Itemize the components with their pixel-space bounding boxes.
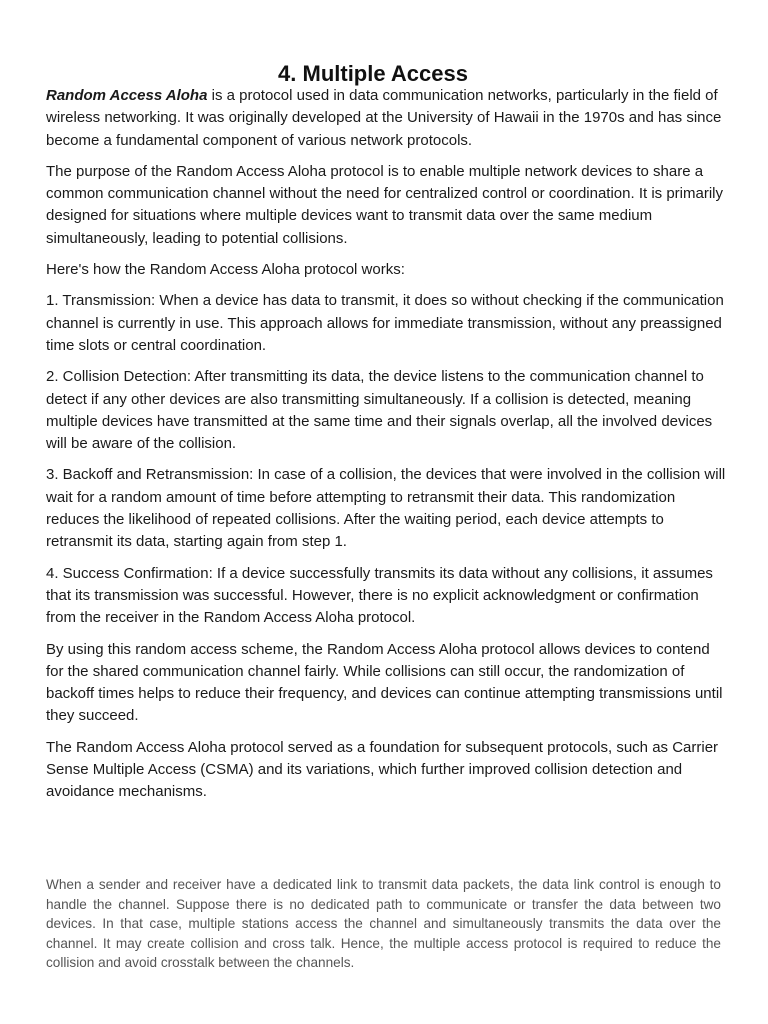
step-success-confirmation: 4. Success Confirmation: If a device successfully transmits its data without any collisions, it assumes that its transmission was successful. However, there is no explicit acknowledgment or confirmation from the receiver in the Random Access Aloha protocol. bbox=[46, 564, 713, 627]
intro-paragraph bbox=[46, 85, 726, 152]
main-body bbox=[46, 85, 726, 813]
how-it-works-intro: Here's how the Random Access Aloha protocol works: bbox=[46, 261, 405, 279]
purpose-paragraph: The purpose of the Random Access Aloha protocol is to enable multiple network devices to share a common communication channel without the need for centralized control or coordination. It is primarily designed for situations where multiple devices want to transmit data over the same medium simultaneously, leading to potential collisions. bbox=[46, 162, 723, 247]
page-title: 4. Multiple Access bbox=[278, 60, 468, 86]
step-transmission: 1. Transmission: When a device has data to transmit, it does so without checking if the communication channel is currently in use. This approach allows for immediate transmission, without any preassigned time slots or central coordination. bbox=[46, 292, 724, 354]
foundation-paragraph: The Random Access Aloha protocol served as a foundation for subsequent protocols, such as Carrier Sense Multiple Access (CSMA) and its variations, which further improved collision detection and avoidance mechanisms. bbox=[46, 738, 719, 801]
intro-lead-term: Random Access Aloha bbox=[46, 87, 208, 104]
intro-text: is a protocol used in data communication networks, particularly in the field of wireless networking. It was originally developed at the University of Hawaii in the 1970s and has since become a fundamental component of various network protocols. bbox=[46, 87, 722, 149]
footnote-paragraph: When a sender and receiver have a dedicated link to transmit data packets, the data link control is enough to handle the channel. Suppose there is no dedicated path to communicate or transfer the data between two devices. In that case, multiple stations access the channel and simultaneously transmits the data over the channel. It may create collision and cross talk. Hence, the multiple access protocol is required to reduce the collision and avoid crosstalk between the channels. bbox=[46, 877, 721, 970]
step-collision-detection: 2. Collision Detection: After transmitting its data, the device listens to the communication channel to detect if any other devices are also transmitting simultaneously. If a collision is detected, meaning multiple devices have transmitted at the same time and their signals overlap, all the involved devices will be aware of the collision. bbox=[46, 368, 713, 453]
summary-paragraph: By using this random access scheme, the Random Access Aloha protocol allows devices to contend for the shared communication channel fairly. While collisions can still occur, the randomization of backoff times helps to reduce their frequency, and devices can continue attempting transmissions until they succeed. bbox=[46, 640, 723, 725]
step-backoff-retransmission: 3. Backoff and Retransmission: In case of a collision, the devices that were involved in the collision will wait for a random amount of time before attempting to retransmit their data. This randomization reduces the likelihood of repeated collisions. After the waiting period, each device attempts to retransmit its data, starting again from step 1. bbox=[46, 466, 726, 551]
